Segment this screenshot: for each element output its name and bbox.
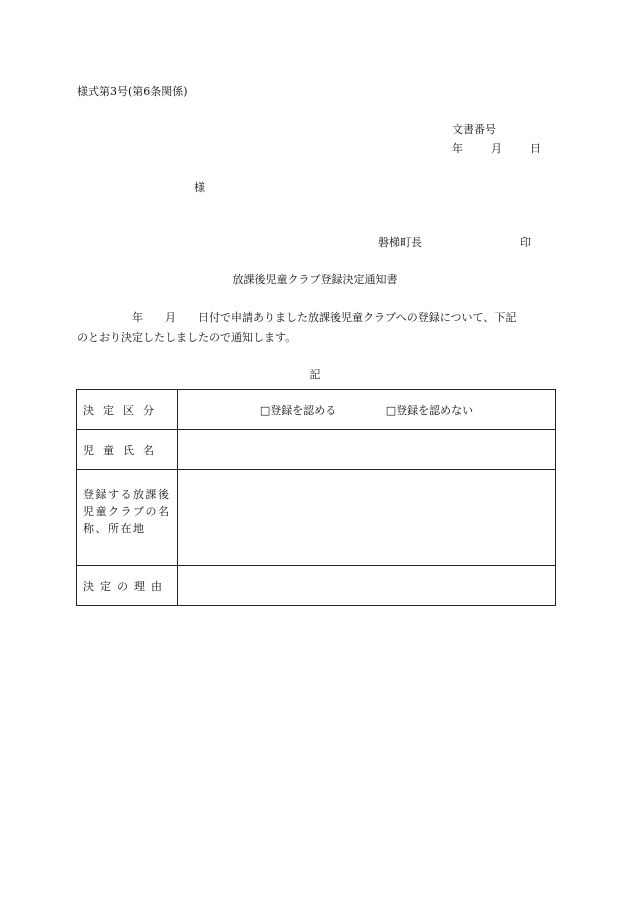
body-line-1: 年 月 日付で申請ありました放課後児童クラブへの登録について、下記 (77, 311, 517, 324)
issue-date (452, 142, 541, 156)
date-month: 月 (491, 142, 502, 155)
date-year: 年 (452, 142, 463, 155)
child-name-label: 児童氏名 (77, 430, 178, 470)
decision-category-label: 決定区分 (77, 390, 178, 430)
form-number: 様式第3号(第6条関係) (77, 85, 188, 98)
decision-category-value (178, 390, 556, 430)
decision-reason-label: 決定の理由 (77, 566, 178, 606)
child-name-field[interactable] (178, 430, 556, 470)
seal-mark: 印 (520, 236, 531, 249)
notice-form-table (76, 389, 556, 606)
table-row (77, 566, 556, 606)
body-line-2: のとおり決定したしましたので通知します。 (77, 331, 297, 344)
sender-title: 磐梯町長 (378, 236, 422, 249)
date-day: 日 (530, 142, 541, 155)
approve-checkbox-option[interactable]: □登録を認める (259, 403, 337, 417)
table-row (77, 390, 556, 430)
table-row (77, 430, 556, 470)
addressee-honorific: 様 (194, 181, 205, 194)
ki-heading: 記 (309, 368, 321, 381)
decision-reason-field[interactable] (178, 566, 556, 606)
club-name-address-label: 登録する放課後児童クラブの名称、所在地 (77, 470, 178, 566)
table-row (77, 470, 556, 566)
document-number-label: 文書番号 (452, 123, 496, 136)
club-name-address-field[interactable] (178, 470, 556, 566)
document-title: 放課後児童クラブ登録決定通知書 (232, 273, 398, 286)
deny-checkbox-option[interactable]: □登録を認めない (385, 403, 474, 417)
